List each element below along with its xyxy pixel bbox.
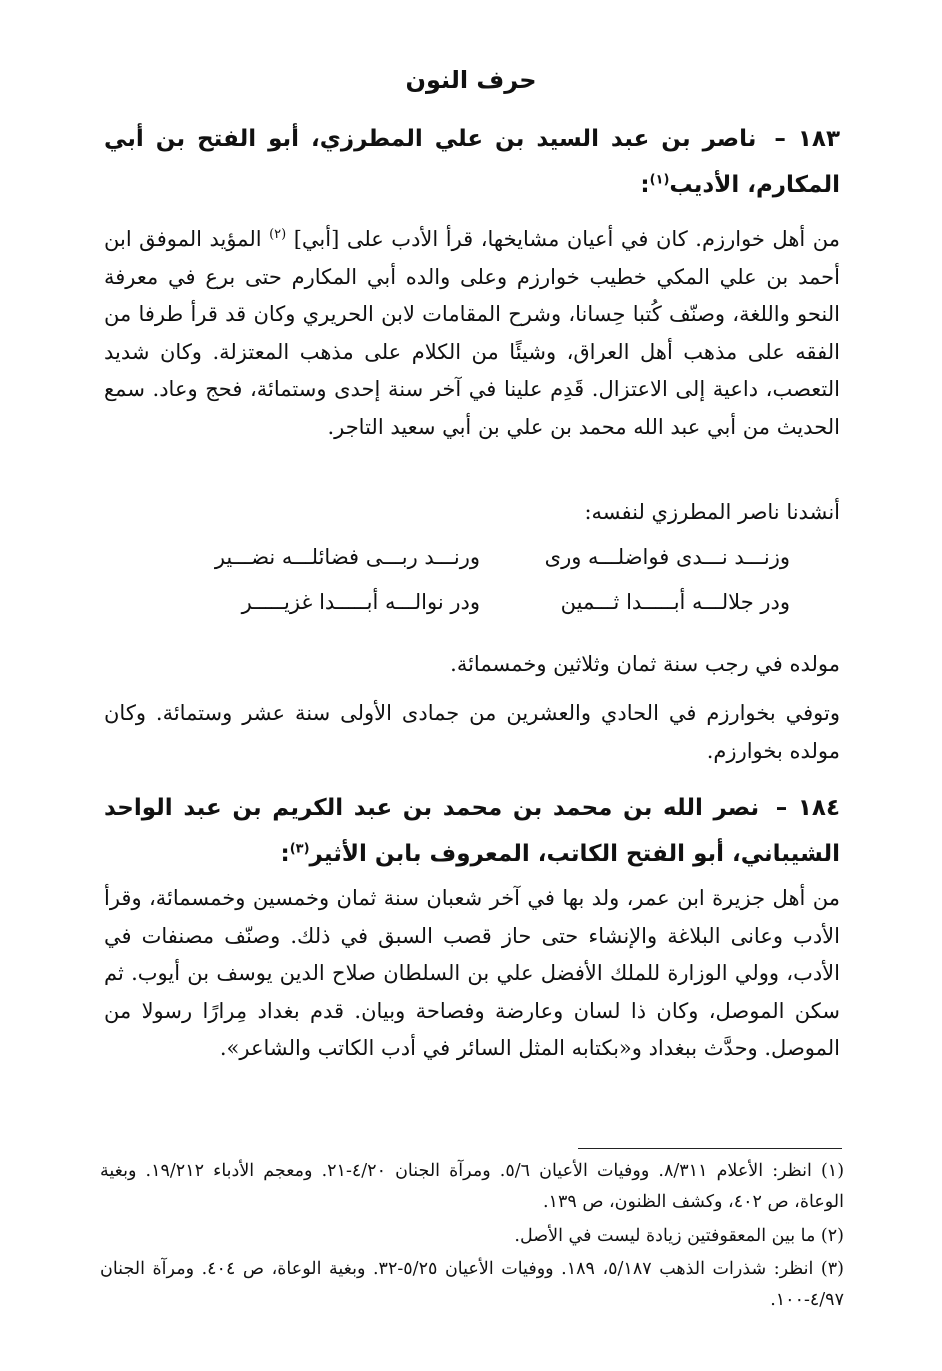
verse-2-first-hemistich: ودر جلالـــه أبـــــدا ثـــمين: [560, 590, 790, 614]
entry-183-number: ١٨٣ –: [774, 126, 840, 152]
entry-183-name: ناصر بن عبد السيد بن علي المطرزي، أبو الفتح بن أبي المكارم، الأديب: [104, 126, 840, 198]
entry-183-heading: [104, 116, 840, 208]
entry-184-number: ١٨٤ –: [775, 795, 840, 821]
footnote-ref-3[interactable]: (٣): [289, 841, 310, 857]
footnote-ref-1[interactable]: (١): [649, 172, 670, 188]
verse-1: [150, 545, 810, 585]
entry-184-name: نصر الله بن محمد بن محمد بن عبد الكريم بن عبد الواحد الشيباني، أبو الفتح الكاتب، المعروف بابن الأثير: [104, 795, 840, 867]
verse-1-second-hemistich: ورنـــد ربـــى فضائلـــه نضـــير: [214, 545, 480, 569]
entry-183-paragraph: [104, 221, 840, 446]
section-title: حرف النون: [405, 66, 537, 94]
footnote-2: (٢) ما بين المعقوفتين زيادة ليست في الأصل.: [514, 1226, 844, 1246]
entry-183-birth: مولده في رجب سنة ثمان وثلاثين وخمسمائة.: [450, 652, 840, 676]
verse-2: [150, 590, 810, 630]
footnote-separator: [578, 1148, 842, 1149]
footnote-ref-2[interactable]: (٢): [269, 227, 287, 242]
footnote-3: (٣) انظر: شذرات الذهب ٥/١٨٧، ١٨٩. ووفيات الأعيان ٥/٢٥-٣٢. وبغية الوعاة، ص ٤٠٤. ومرآة الجنان ٤/٩٧-١٠٠.: [100, 1259, 844, 1310]
entry-184-heading: [104, 785, 840, 877]
entry-184-heading-end: :: [280, 841, 290, 867]
entry-183-heading-end: :: [640, 172, 650, 198]
entry-183-death: وتوفي بخوارزم في الحادي والعشرين من جمادى الأولى سنة عشر وستمائة. وكان مولده بخوارزم.: [104, 701, 840, 763]
verse-2-second-hemistich: ودر نوالـــه أبـــــدا غزيـــــر: [241, 590, 480, 614]
entry-183-para-part-b: المؤيد الموفق ابن أحمد بن علي المكي خطيب خوارزم وعلى والده أبي المكارم حتى برع في معرفة النحو واللغة، وصنّف كُتبا حِسانا، وشرح المقامات لابن الحريري وكان قد قرأ طرفا من الفقه على مذهب أهل العراق، وشيئًا من الكلام على مذهب المعتزلة. وكان شديد التعصب، داعية إلى الاعتزال. قَدِم علينا في آخر سنة إحدى وستمائة، فحج وعاد. سمع الحديث من أبي عبد الله محمد بن علي بن أبي سعيد التاجر.: [104, 227, 840, 439]
entry-184-paragraph: من أهل جزيرة ابن عمر، ولد بها في آخر شعبان سنة ثمان وخمسين وخمسمائة، وقرأ الأدب وعانى البلاغة والإنشاء حتى حاز قصب السبق في ذلك. وصنّف مصنفات في الأدب، وولي الوزارة للملك الأفضل علي بن السلطان صلاح الدين يوسف بن أيوب. ثم سكن الموصل، وكان ذا لسان وعارضة وفصاحة وبيان. قدم بغداد مِرارًا رسولا من الموصل. وحدَّث ببغداد و«بكتابه المثل السائر في أدب الكاتب والشاعر».: [104, 886, 840, 1060]
entry-183-para-part-a: من أهل خوارزم. كان في أعيان مشايخها، قرأ الأدب على [أبي]: [293, 227, 840, 251]
verse-1-first-hemistich: وزنـــد نـــدى فواضلـــه ورى: [544, 545, 790, 569]
footnote-1: (١) انظر: الأعلام ٨/٣١١. ووفيات الأعيان ٥/٦. ومرآة الجنان ٤/٢٠-٢١. ومعجم الأدباء ١٩/٢١٢. وبغية الوعاة، ص ٤٠٢، وكشف الظنون، ص ١٣٩.: [100, 1161, 845, 1212]
poem-intro: أنشدنا ناصر المطرزي لنفسه:: [584, 500, 840, 524]
